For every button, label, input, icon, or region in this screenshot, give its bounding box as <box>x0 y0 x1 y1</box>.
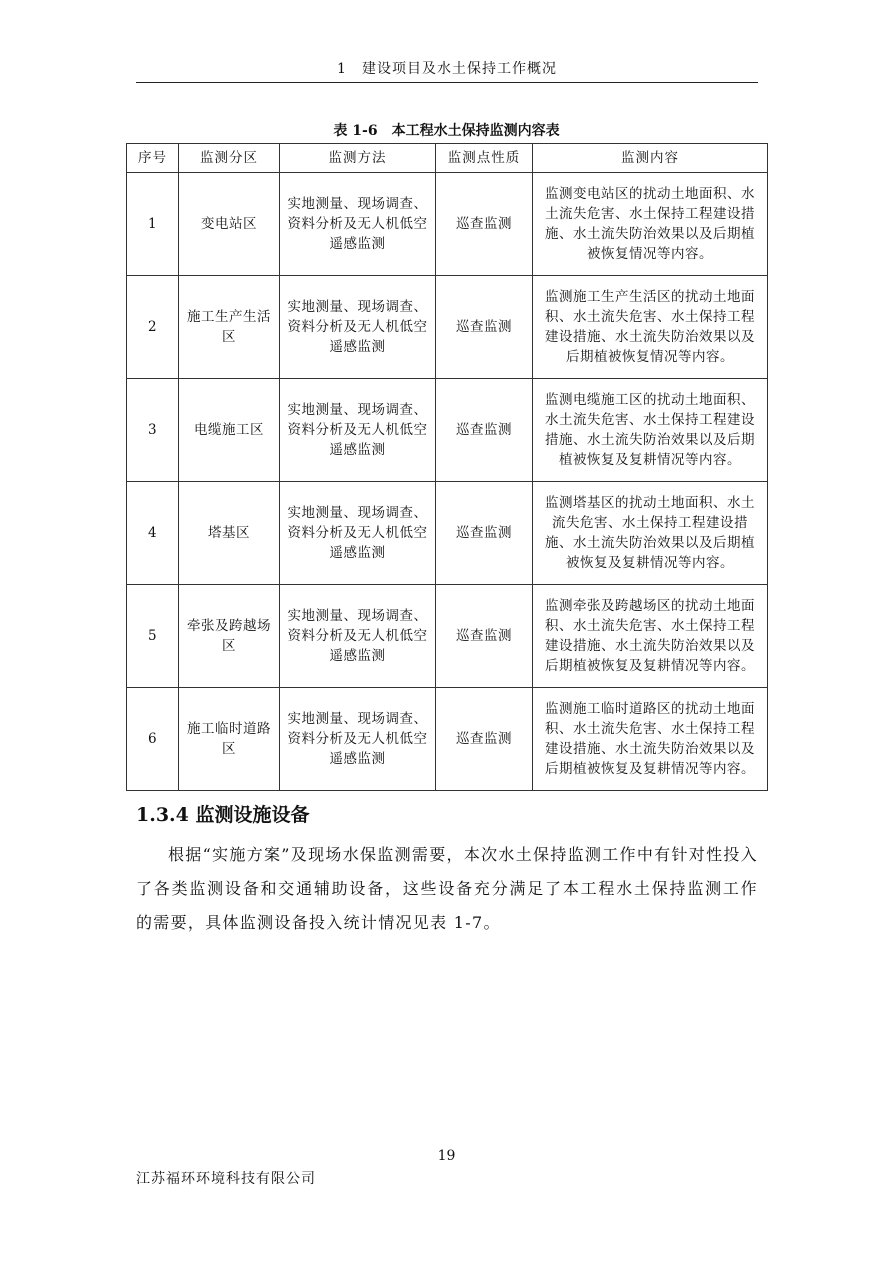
cell-method: 实地测量、现场调查、资料分析及无人机低空遥感监测 <box>280 482 436 585</box>
table-caption: 表 1-6 本工程水土保持监测内容表 <box>333 123 560 139</box>
cell-content: 监测施工临时道路区的扰动土地面积、水土流失危害、水土保持工程建设措施、水土流失防治效果以及后期植被恢复及复耕情况等内容。 <box>533 688 768 791</box>
cell-zone: 牵张及跨越场区 <box>179 585 280 688</box>
cell-nature: 巡查监测 <box>436 276 533 379</box>
cell-method: 实地测量、现场调查、资料分析及无人机低空遥感监测 <box>280 585 436 688</box>
footer-company: 江苏福环环境科技有限公司 <box>136 1171 316 1187</box>
column-header-zone: 监测分区 <box>179 144 280 173</box>
table-row <box>127 585 768 688</box>
column-header-no: 序号 <box>127 144 179 173</box>
column-header-content: 监测内容 <box>533 144 768 173</box>
cell-content: 监测施工生产生活区的扰动土地面积、水土流失危害、水土保持工程建设措施、水土流失防治效果以及后期植被恢复情况等内容。 <box>533 276 768 379</box>
section-title: 1.3.4 监测设施设备 <box>136 804 310 826</box>
table-row <box>127 688 768 791</box>
cell-method: 实地测量、现场调查、资料分析及无人机低空遥感监测 <box>280 688 436 791</box>
body-paragraph: 根据“实施方案”及现场水保监测需要，本次水土保持监测工作中有针对性投入了各类监测设备和交通辅助设备，这些设备充分满足了本工程水土保持监测工作的需要，具体监测设备投入统计情况见表 1-7。 <box>136 845 758 932</box>
cell-no: 2 <box>127 276 179 379</box>
cell-zone: 电缆施工区 <box>179 379 280 482</box>
cell-method: 实地测量、现场调查、资料分析及无人机低空遥感监测 <box>280 173 436 276</box>
header-rule <box>136 82 758 83</box>
cell-method: 实地测量、现场调查、资料分析及无人机低空遥感监测 <box>280 379 436 482</box>
cell-zone: 塔基区 <box>179 482 280 585</box>
cell-zone: 施工生产生活区 <box>179 276 280 379</box>
cell-content: 监测电缆施工区的扰动土地面积、水土流失危害、水土保持工程建设措施、水土流失防治效果以及后期植被恢复及复耕情况等内容。 <box>533 379 768 482</box>
table-row <box>127 173 768 276</box>
cell-zone: 变电站区 <box>179 173 280 276</box>
cell-nature: 巡查监测 <box>436 379 533 482</box>
cell-no: 6 <box>127 688 179 791</box>
cell-no: 4 <box>127 482 179 585</box>
cell-content: 监测塔基区的扰动土地面积、水土流失危害、水土保持工程建设措施、水土流失防治效果以及后期植被恢复及复耕情况等内容。 <box>533 482 768 585</box>
table-row <box>127 276 768 379</box>
cell-nature: 巡查监测 <box>436 585 533 688</box>
cell-zone: 施工临时道路区 <box>179 688 280 791</box>
page-number: 19 <box>437 1148 456 1164</box>
cell-nature: 巡查监测 <box>436 688 533 791</box>
cell-nature: 巡查监测 <box>436 482 533 585</box>
cell-content: 监测牵张及跨越场区的扰动土地面积、水土流失危害、水土保持工程建设措施、水土流失防治效果以及后期植被恢复及复耕情况等内容。 <box>533 585 768 688</box>
monitoring-content-table <box>126 143 768 791</box>
table-row <box>127 379 768 482</box>
cell-no: 1 <box>127 173 179 276</box>
column-header-nature: 监测点性质 <box>436 144 533 173</box>
cell-method: 实地测量、现场调查、资料分析及无人机低空遥感监测 <box>280 276 436 379</box>
cell-no: 5 <box>127 585 179 688</box>
cell-content: 监测变电站区的扰动土地面积、水土流失危害、水土保持工程建设措施、水土流失防治效果以及后期植被恢复情况等内容。 <box>533 173 768 276</box>
table-header-row <box>127 144 768 173</box>
column-header-method: 监测方法 <box>280 144 436 173</box>
page-header: 1 建设项目及水土保持工作概况 <box>337 61 557 77</box>
cell-no: 3 <box>127 379 179 482</box>
table-row <box>127 482 768 585</box>
cell-nature: 巡查监测 <box>436 173 533 276</box>
